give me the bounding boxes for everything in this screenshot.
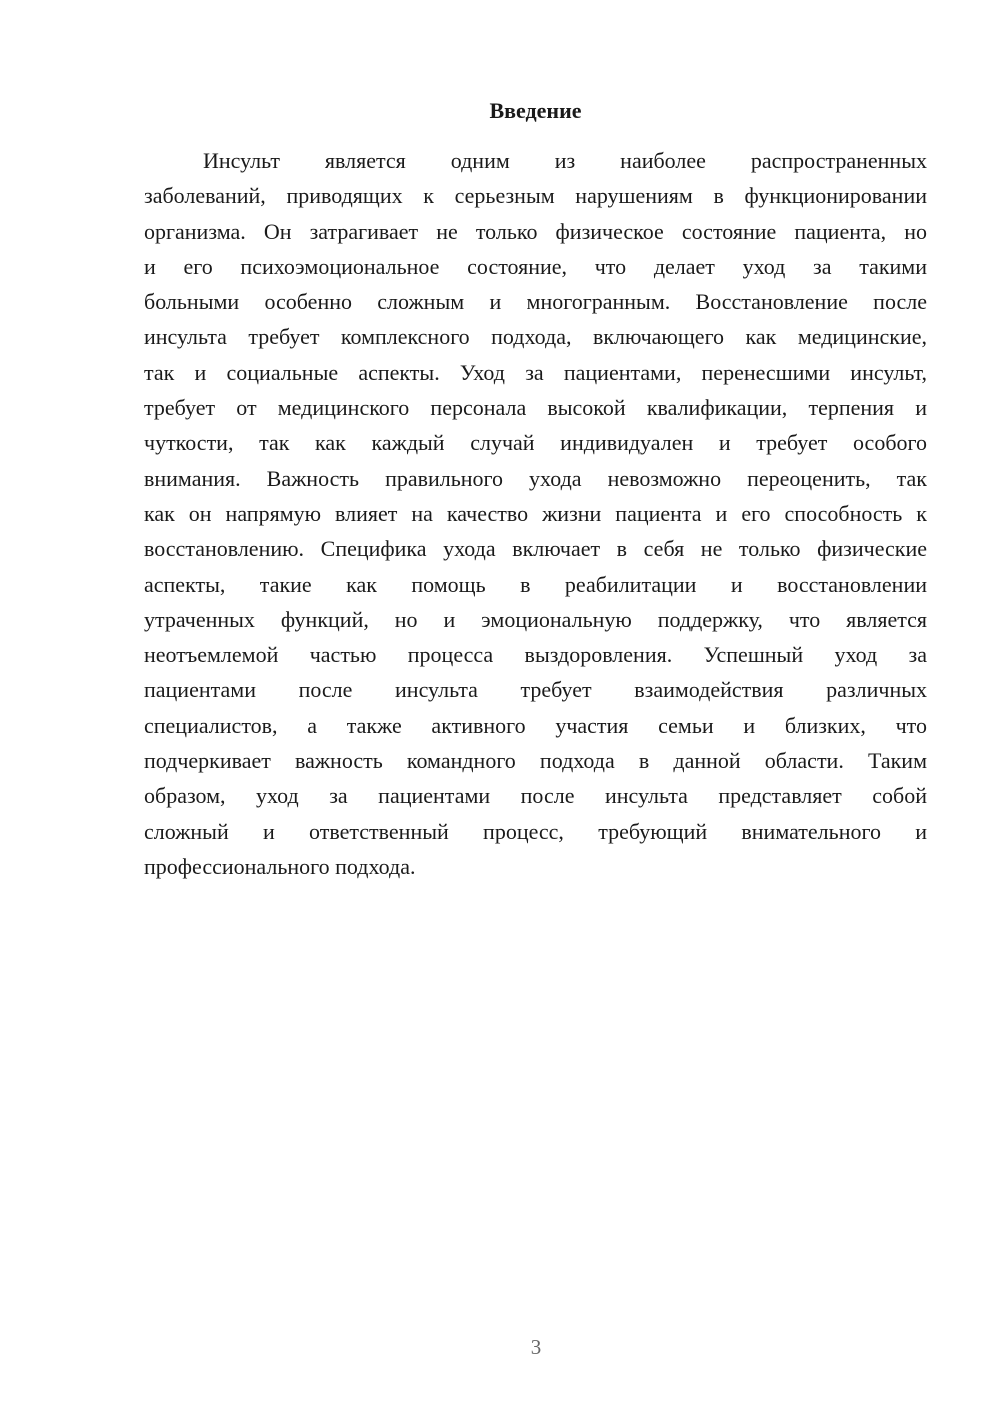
text-line: внимания. Важность правильного ухода невозможно переоценить, так — [144, 465, 927, 491]
text-line: аспекты, такие как помощь в реабилитации и восстановлении — [144, 571, 927, 597]
text-line: утраченных функций, но и эмоциональную поддержку, что является — [144, 606, 927, 632]
text-line: подчеркивает важность командного подхода в данной области. Таким — [144, 748, 927, 774]
text-line: сложный и ответственный процесс, требующий внимательного и — [144, 818, 927, 844]
text-line: пациентами после инсульта требует взаимодействия различных — [144, 677, 927, 703]
text-line: больными особенно сложным и многогранным. Восстановление после — [144, 289, 927, 315]
text-line: заболеваний, приводящих к серьезным нарушениям в функционировании — [144, 183, 927, 209]
text-line: специалистов, а также активного участия семьи и близких, что — [144, 712, 927, 738]
text-line: организма. Он затрагивает не только физическое состояние пациента, но — [144, 218, 927, 244]
text-line: образом, уход за пациентами после инсульта представляет собой — [144, 783, 927, 809]
text-line: профессионального подхода. — [144, 853, 416, 879]
text-line: так и социальные аспекты. Уход за пациентами, перенесшими инсульт, — [144, 359, 927, 385]
text-line: восстановлению. Специфика ухода включает в себя не только физические — [144, 536, 927, 562]
text-line: Инсульт является одним из наиболее распространенных — [203, 148, 927, 173]
text-line: чуткости, так как каждый случай индивидуален и требует особого — [144, 430, 927, 456]
text-line: как он напрямую влияет на качество жизни пациента и его способность к — [144, 500, 927, 526]
body-paragraph — [144, 143, 927, 884]
section-heading: Введение — [489, 98, 582, 123]
text-line: инсульта требует комплексного подхода, включающего как медицинские, — [144, 324, 927, 350]
page-number: 3 — [530, 1335, 542, 1359]
text-line: неотъемлемой частью процесса выздоровления. Успешный уход за — [144, 642, 927, 668]
text-line: требует от медицинского персонала высокой квалификации, терпения и — [144, 395, 927, 421]
text-line: и его психоэмоциональное состояние, что делает уход за такими — [144, 253, 927, 279]
